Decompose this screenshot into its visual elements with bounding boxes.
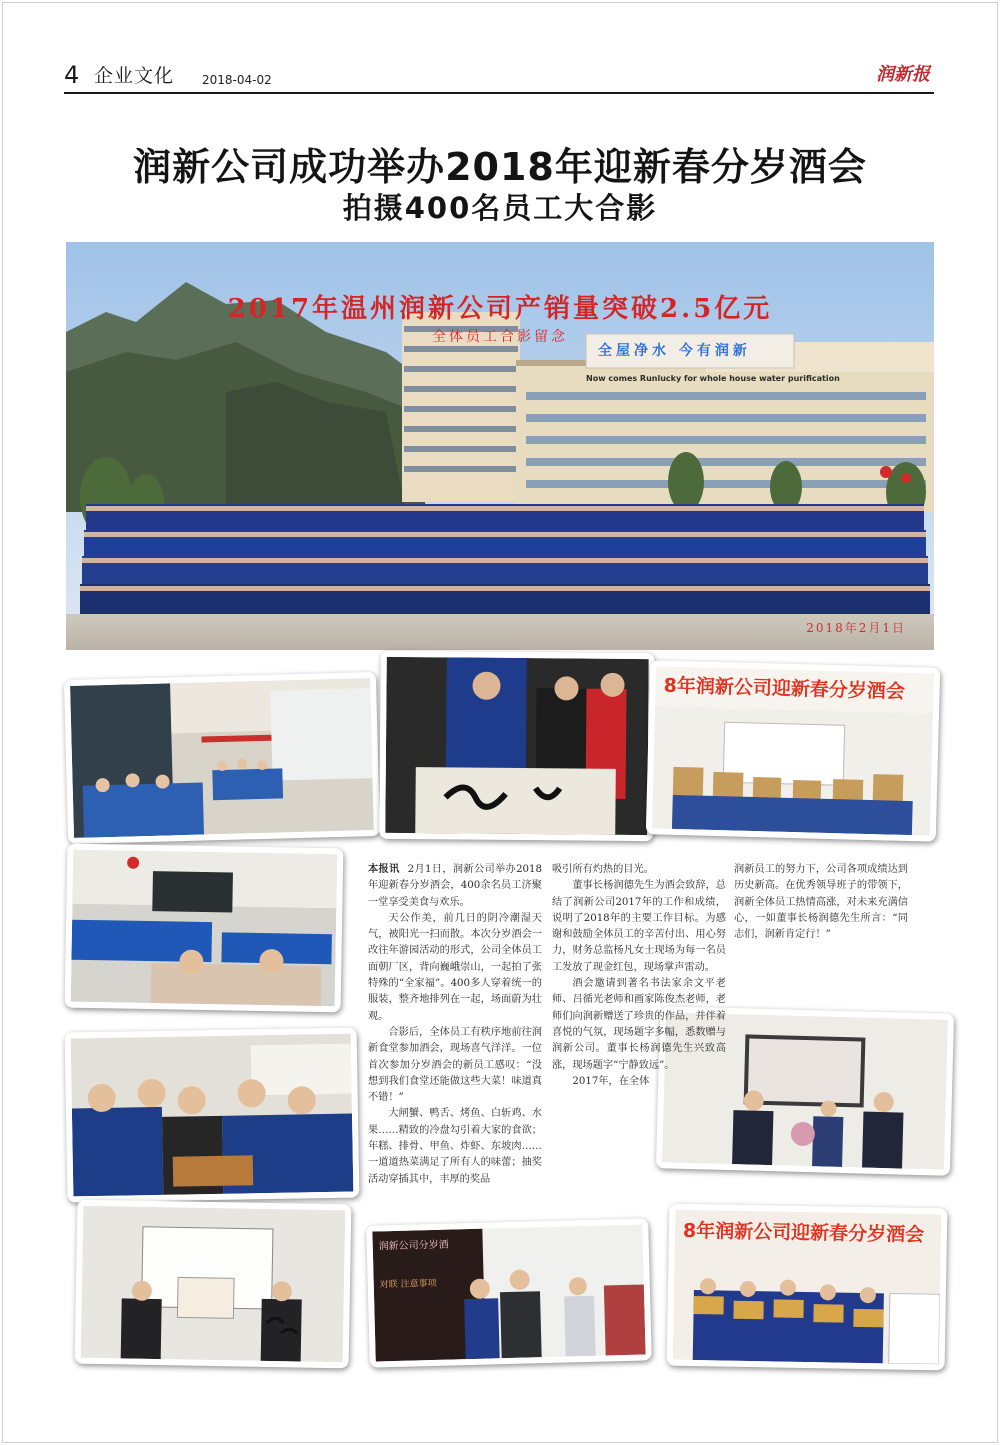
article-paragraph xyxy=(368,862,542,911)
photo-canteen-hall xyxy=(64,672,380,844)
photo-award-winners xyxy=(667,1204,948,1371)
section-title: 企业文化 xyxy=(94,65,175,87)
headline-sub: 拍摄400名员工大合影 xyxy=(342,191,658,225)
page-header xyxy=(64,60,934,94)
article-paragraph: 董事长杨润德先生为酒会致辞，总结了润新公司2017年的工作和成绩，说明了2018年的主要工作目标。为感谢和鼓励全体员工的辛苦付出、用心努力，财务总监杨凡女士现场为每一名员工发放了现金红包，现场掌声雷动。 xyxy=(552,880,726,973)
page-number: 4 xyxy=(64,61,80,89)
article-paragraph: 润新员工的努力下，公司各项成绩达到历史新高。在优秀领导班子的带领下，润新全体员工热情高涨，对未来充满信心，一如董事长杨润德先生所言：“同志们，润新肯定行！” xyxy=(734,864,908,941)
photo-award-boxes xyxy=(646,660,940,842)
article-column-2 xyxy=(552,862,726,1090)
article-paragraph: 2017年，在全体 xyxy=(572,1075,650,1087)
article-paragraph: 合影后，全体员工有秩序地前往润新食堂参加酒会，现场喜气洋洋。一位首次参加分岁酒会的新员工感叹：“没想到我们食堂还能做这些大菜！味道真不错！” xyxy=(368,1026,542,1104)
canteen-hall-illustration xyxy=(70,678,374,838)
painting-gift-illustration xyxy=(81,1206,346,1363)
party-banner-text: 8年润新公司迎新春分岁酒会 xyxy=(663,674,906,703)
hero-banner-subtext: 全体员工合影留念 xyxy=(432,329,568,345)
building-sign-english: Now comes Runlucky for whole house water purification xyxy=(586,374,840,383)
photo-gift-presentation xyxy=(366,1218,652,1367)
screen-line-text: 对联 注意事项 xyxy=(379,1278,437,1291)
issue-date: 2018-04-02 xyxy=(202,73,272,87)
hero-group-photo xyxy=(66,242,934,650)
building-sign-chinese: 全屋净水 今有润新 xyxy=(598,343,751,359)
article-lead-tag: 本报讯 xyxy=(368,864,400,875)
dinner-tables-illustration xyxy=(71,850,338,1007)
article-paragraph: 吸引所有灼热的目光。 xyxy=(552,864,654,875)
photo-painting-gift xyxy=(75,1200,352,1369)
photo-date-stamp: 2018年2月1日 xyxy=(806,621,906,635)
photo-toasting xyxy=(65,1027,360,1202)
article-paragraph: 天公作美，前几日的阴冷潮湿天气，被阳光一扫而散。本次分岁酒会一改往年游园活动的形式，公司全体员工面朝厂区，背向巍峨崇山，一起拍了张特殊的“全家福”。400多人穿着统一的服装，整齐地排列在一起，场面蔚为壮观。 xyxy=(368,912,542,1022)
header-rule xyxy=(64,92,934,94)
photo-calligraphy xyxy=(379,651,655,841)
headline-main: 润新公司成功举办2018年迎新春分岁酒会 xyxy=(133,145,867,189)
photo-dinner-tables xyxy=(65,844,344,1013)
screen-title-text: 润新公司分岁酒 xyxy=(378,1239,449,1253)
article-column-1 xyxy=(368,862,542,1188)
hero-banner-text: 2017年温州润新公司产销量突破2.5亿元 xyxy=(227,294,773,324)
article-text: 2月1日，润新公司举办2018年迎新春分岁酒会，400余名员工济聚一堂享受美食与欢乐。 xyxy=(368,864,543,908)
masthead-logo: 润新报 xyxy=(876,64,930,85)
article-body xyxy=(368,862,928,1192)
calligraphy-illustration xyxy=(385,657,649,835)
article-column-3 xyxy=(734,862,908,943)
article-paragraph: 大闸蟹、鸭舌、烤鱼、白斩鸡、水果……精致的冷盘勾引着大家的食欲；年糕、排骨、甲鱼、炸虾、东坡肉……一道道热菜满足了所有人的味蕾；抽奖活动穿插其中，丰厚的奖品 xyxy=(368,1108,542,1185)
toasting-illustration xyxy=(71,1034,354,1197)
article-paragraph: 酒会邀请到著名书法家余文平老师、吕循光老师和画家陈俊杰老师，老师们向润新赠送了珍贵的作品，并伴着喜悦的气氛，现场题字多幅，悉数赠与润新公司。董事长杨润德先生兴致高涨，现场题字“宁静致远”。 xyxy=(552,978,726,1071)
party-banner-text-2: 8年润新公司迎新春分岁酒会 xyxy=(682,1219,925,1247)
